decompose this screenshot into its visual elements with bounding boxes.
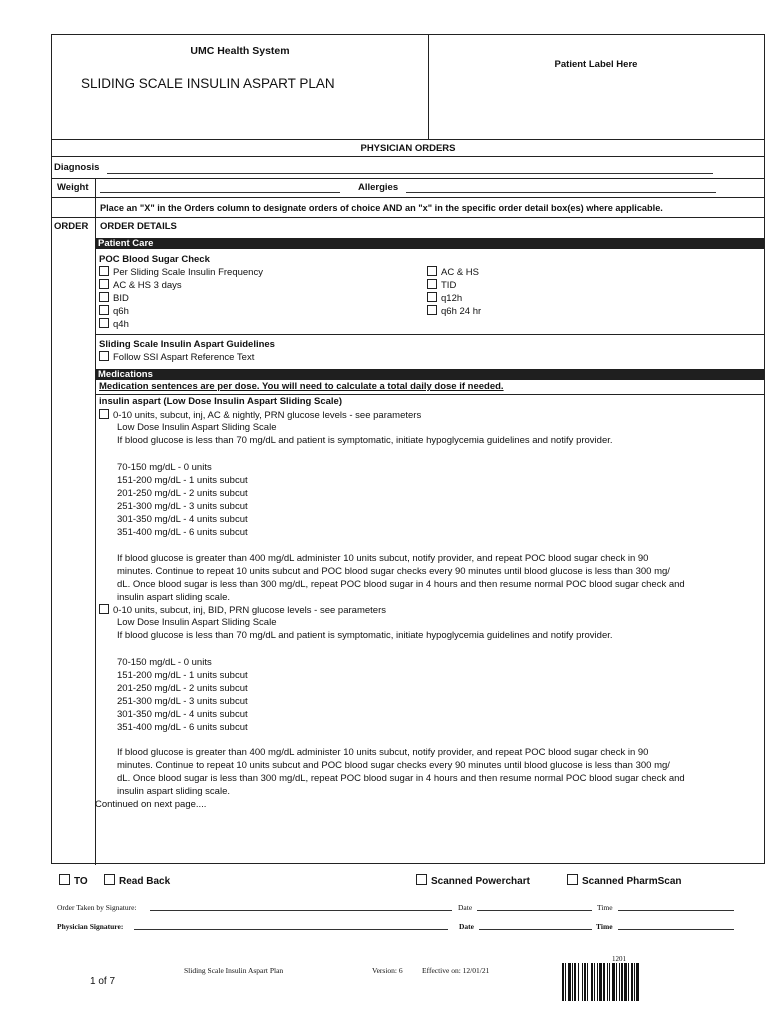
dose-line: 251-300 mg/dL - 3 units subcut: [117, 696, 248, 707]
hypoglycemia-instruction: If blood glucose is less than 70 mg/dL and patient is symptomatic, initiate hypoglycemia guidelines and notify provider.: [117, 630, 613, 641]
high-glucose-instruction: dL. Once blood sugar is less than 300 mg/dL, repeat POC blood sugar in 4 hours and then resume normal POC blood sugar check and: [117, 579, 685, 590]
checkbox[interactable]: [99, 318, 109, 328]
insulin-option[interactable]: 0-10 units, subcut, inj, BID, PRN glucose levels - see parameters: [99, 604, 386, 618]
checkbox[interactable]: [99, 305, 109, 315]
checkbox[interactable]: [104, 874, 115, 885]
physician-date-label: Date: [459, 922, 474, 931]
weight-field[interactable]: [100, 183, 340, 193]
poc-option[interactable]: q6h 24 hr: [427, 305, 481, 319]
checkbox[interactable]: [99, 279, 109, 289]
dose-line: 351-400 mg/dL - 6 units subcut: [117, 527, 248, 538]
dose-line: 201-250 mg/dL - 2 units subcut: [117, 683, 248, 694]
medications-section: Medications: [95, 369, 764, 380]
dose-line: 151-200 mg/dL - 1 units subcut: [117, 670, 248, 681]
effective-date: Effective on: 12/01/21: [422, 966, 490, 975]
checkbox[interactable]: [99, 351, 109, 361]
order-taken-time-label: Time: [597, 903, 613, 912]
dose-line: 70-150 mg/dL - 0 units: [117, 462, 212, 473]
scale-name: Low Dose Insulin Aspart Sliding Scale: [117, 422, 277, 433]
dose-line: 151-200 mg/dL - 1 units subcut: [117, 475, 248, 486]
high-glucose-instruction: insulin aspart sliding scale.: [117, 592, 231, 603]
high-glucose-instruction: minutes. Continue to repeat 10 units subcut and POC blood sugar checks every 90 minutes until blood glucose is less than 300 mg/: [117, 566, 670, 577]
checkbox[interactable]: [416, 874, 427, 885]
checkbox[interactable]: [99, 604, 109, 614]
scanned-powerchart-option[interactable]: Scanned Powerchart: [416, 874, 530, 889]
dose-line: 301-350 mg/dL - 4 units subcut: [117, 514, 248, 525]
drug-title: insulin aspart (Low Dose Insulin Aspart Sliding Scale): [99, 396, 342, 407]
order-column-header: ORDER: [54, 221, 89, 232]
patient-care-section: Patient Care: [95, 238, 764, 249]
scanned-pharmscan-option[interactable]: Scanned PharmScan: [567, 874, 681, 889]
read-back-option[interactable]: Read Back: [104, 874, 170, 889]
order-taken-date-label: Date: [458, 903, 473, 912]
poc-option[interactable]: TID: [427, 279, 456, 293]
poc-option[interactable]: BID: [99, 292, 129, 306]
allergies-label: Allergies: [358, 182, 399, 193]
barcode-number: 1201: [612, 955, 626, 963]
high-glucose-instruction: If blood glucose is greater than 400 mg/dL administer 10 units subcut, notify provider, and repeat POC blood sugar check in 90: [117, 553, 649, 564]
checkbox[interactable]: [99, 266, 109, 276]
dose-line: 201-250 mg/dL - 2 units subcut: [117, 488, 248, 499]
instruction-text: Place an "X" in the Orders column to designate orders of choice AND an "x" in the specific order detail box(es) where applicable.: [100, 203, 663, 213]
patient-label: Patient Label Here: [554, 59, 638, 70]
weight-label: Weight: [57, 182, 89, 193]
poc-option[interactable]: AC & HS 3 days: [99, 279, 182, 293]
poc-option[interactable]: q12h: [427, 292, 462, 306]
dose-line: 351-400 mg/dL - 6 units subcut: [117, 722, 248, 733]
checkbox[interactable]: [427, 292, 437, 302]
order-taken-date-field[interactable]: [477, 903, 592, 911]
to-option[interactable]: TO: [59, 874, 88, 889]
checkbox[interactable]: [567, 874, 578, 885]
physician-time-field[interactable]: [618, 922, 734, 930]
guidelines-option[interactable]: Follow SSI Aspart Reference Text: [99, 351, 254, 365]
allergies-field[interactable]: [406, 183, 716, 193]
physician-date-field[interactable]: [479, 922, 592, 930]
physician-signature-label: Physician Signature:: [57, 922, 124, 931]
poc-title: POC Blood Sugar Check: [99, 254, 210, 265]
system-name: UMC Health System: [190, 45, 290, 57]
physician-time-label: Time: [596, 922, 613, 931]
order-details-column-header: ORDER DETAILS: [100, 221, 177, 232]
header-divider: [428, 35, 429, 139]
plan-title: SLIDING SCALE INSULIN ASPART PLAN: [81, 76, 335, 91]
high-glucose-instruction: dL. Once blood sugar is less than 300 mg/dL, repeat POC blood sugar in 4 hours and then resume normal POC blood sugar check and: [117, 773, 685, 784]
version-label: Version: 6: [372, 966, 403, 975]
checkbox[interactable]: [427, 305, 437, 315]
hypoglycemia-instruction: If blood glucose is less than 70 mg/dL and patient is symptomatic, initiate hypoglycemia guidelines and notify provider.: [117, 435, 613, 446]
poc-option[interactable]: q6h: [99, 305, 129, 319]
order-taken-time-field[interactable]: [618, 903, 734, 911]
continued-note: Continued on next page....: [95, 799, 207, 810]
poc-option[interactable]: AC & HS: [427, 266, 479, 280]
checkbox[interactable]: [99, 409, 109, 419]
checkbox[interactable]: [59, 874, 70, 885]
checkbox[interactable]: [427, 266, 437, 276]
medication-note: Medication sentences are per dose. You will need to calculate a total daily dose if needed.: [99, 381, 504, 392]
high-glucose-instruction: minutes. Continue to repeat 10 units subcut and POC blood sugar checks every 90 minutes until blood glucose is less than 300 mg/: [117, 760, 670, 771]
dose-line: 301-350 mg/dL - 4 units subcut: [117, 709, 248, 720]
order-column-divider: [95, 178, 96, 865]
physician-signature-field[interactable]: [134, 922, 448, 930]
high-glucose-instruction: If blood glucose is greater than 400 mg/dL administer 10 units subcut, notify provider, and repeat POC blood sugar check in 90: [117, 747, 649, 758]
diagnosis-field[interactable]: [107, 164, 713, 174]
checkbox[interactable]: [427, 279, 437, 289]
physician-orders-title: PHYSICIAN ORDERS: [360, 143, 456, 154]
guidelines-title: Sliding Scale Insulin Aspart Guidelines: [99, 339, 275, 350]
order-taken-label: Order Taken by Signature:: [57, 903, 137, 912]
document-name: Sliding Scale Insulin Aspart Plan: [184, 966, 284, 975]
diagnosis-label: Diagnosis: [54, 162, 100, 173]
dose-line: 70-150 mg/dL - 0 units: [117, 657, 212, 668]
insulin-option[interactable]: 0-10 units, subcut, inj, AC & nightly, PRN glucose levels - see parameters: [99, 409, 421, 423]
dose-line: 251-300 mg/dL - 3 units subcut: [117, 501, 248, 512]
poc-option[interactable]: Per Sliding Scale Insulin Frequency: [99, 266, 263, 280]
barcode-icon: [562, 963, 696, 1001]
page-number: 1 of 7: [90, 976, 116, 987]
checkbox[interactable]: [99, 292, 109, 302]
order-form: [51, 34, 765, 864]
order-taken-signature-field[interactable]: [150, 903, 452, 911]
poc-option[interactable]: q4h: [99, 318, 129, 332]
high-glucose-instruction: insulin aspart sliding scale.: [117, 786, 231, 797]
scale-name: Low Dose Insulin Aspart Sliding Scale: [117, 617, 277, 628]
